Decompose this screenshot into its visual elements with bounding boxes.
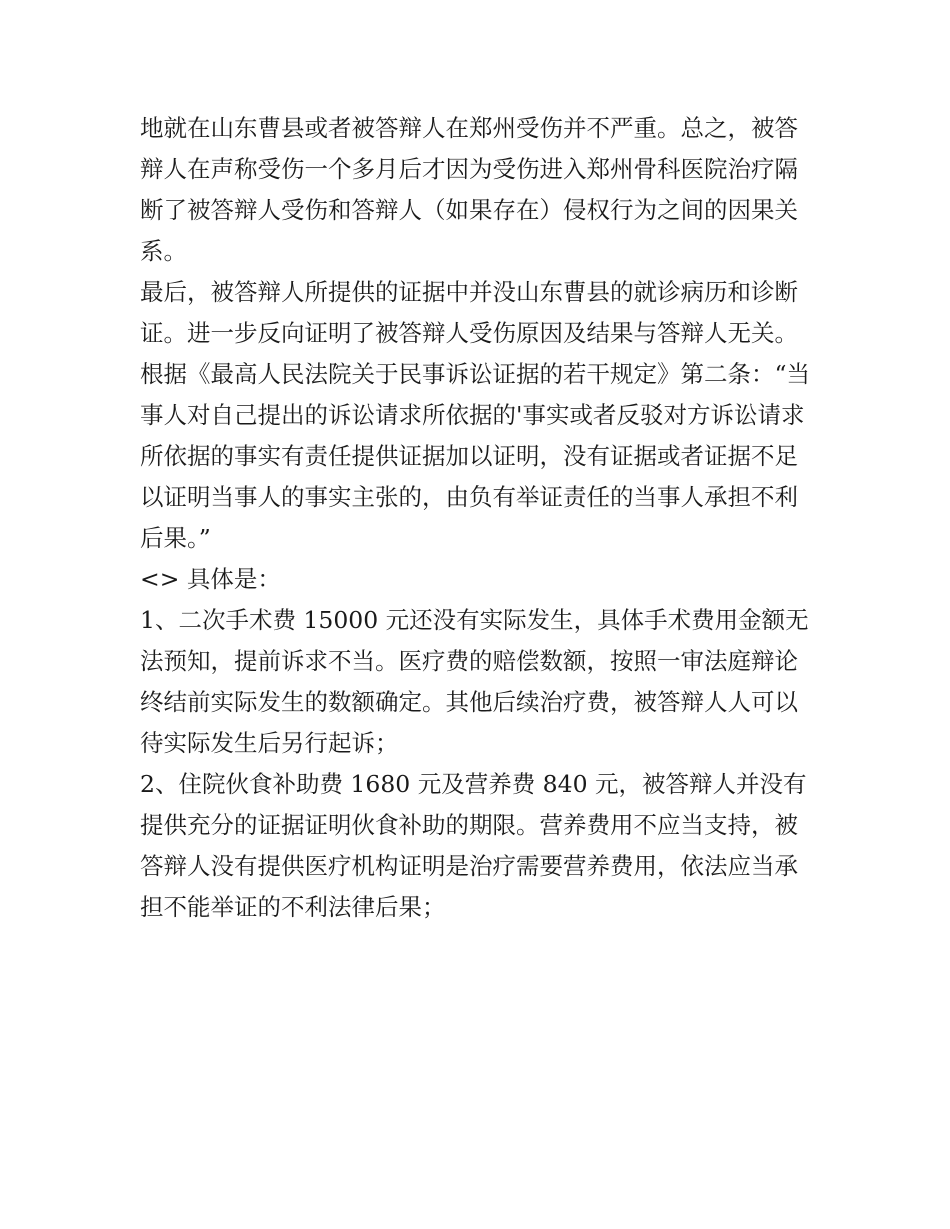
paragraph-item-1: 1、二次手术费 15000 元还没有实际发生，具体手术费用金额无法预知，提前诉求不当。医疗费的赔偿数额，按照一审法庭辩论终结前实际发生的数额确定。其他后续治疗费，被答辩人人可以待实际发生后另行起诉； xyxy=(140,606,809,757)
document-body xyxy=(140,108,820,928)
paragraph-item-2: 2、住院伙食补助费 1680 元及营养费 840 元，被答辩人并没有提供充分的证据证明伙食补助的期限。营养费用不应当支持，被答辩人没有提供医疗机构证明是治疗需要营养费用，依法应当承担不能举证的不利法律后果； xyxy=(140,770,807,921)
paragraph-specifics-heading: <> 具体是： xyxy=(140,565,281,593)
paragraph-causation: 地就在山东曹县或者被答辩人在郑州受伤并不严重。总之，被答辩人在声称受伤一个多月后才因为受伤进入郑州骨科医院治疗隔断了被答辩人受伤和答辩人（如果存在）侵权行为之间的因果关系。 xyxy=(140,114,798,265)
paragraph-evidence: 最后，被答辩人所提供的证据中并没山东曹县的就诊病历和诊断证。进一步反向证明了被答辩人受伤原因及结果与答辩人无关。根据《最高人民法院关于民事诉讼证据的若干规定》第二条：“当事人对自己提出的诉讼请求所依据的'事实或者反驳对方诉讼请求所依据的事实有责任提供证据加以证明，没有证据或者证据不足以证明当事人的事实主张的，由负有举证责任的当事人承担不利后果。” xyxy=(140,278,811,552)
